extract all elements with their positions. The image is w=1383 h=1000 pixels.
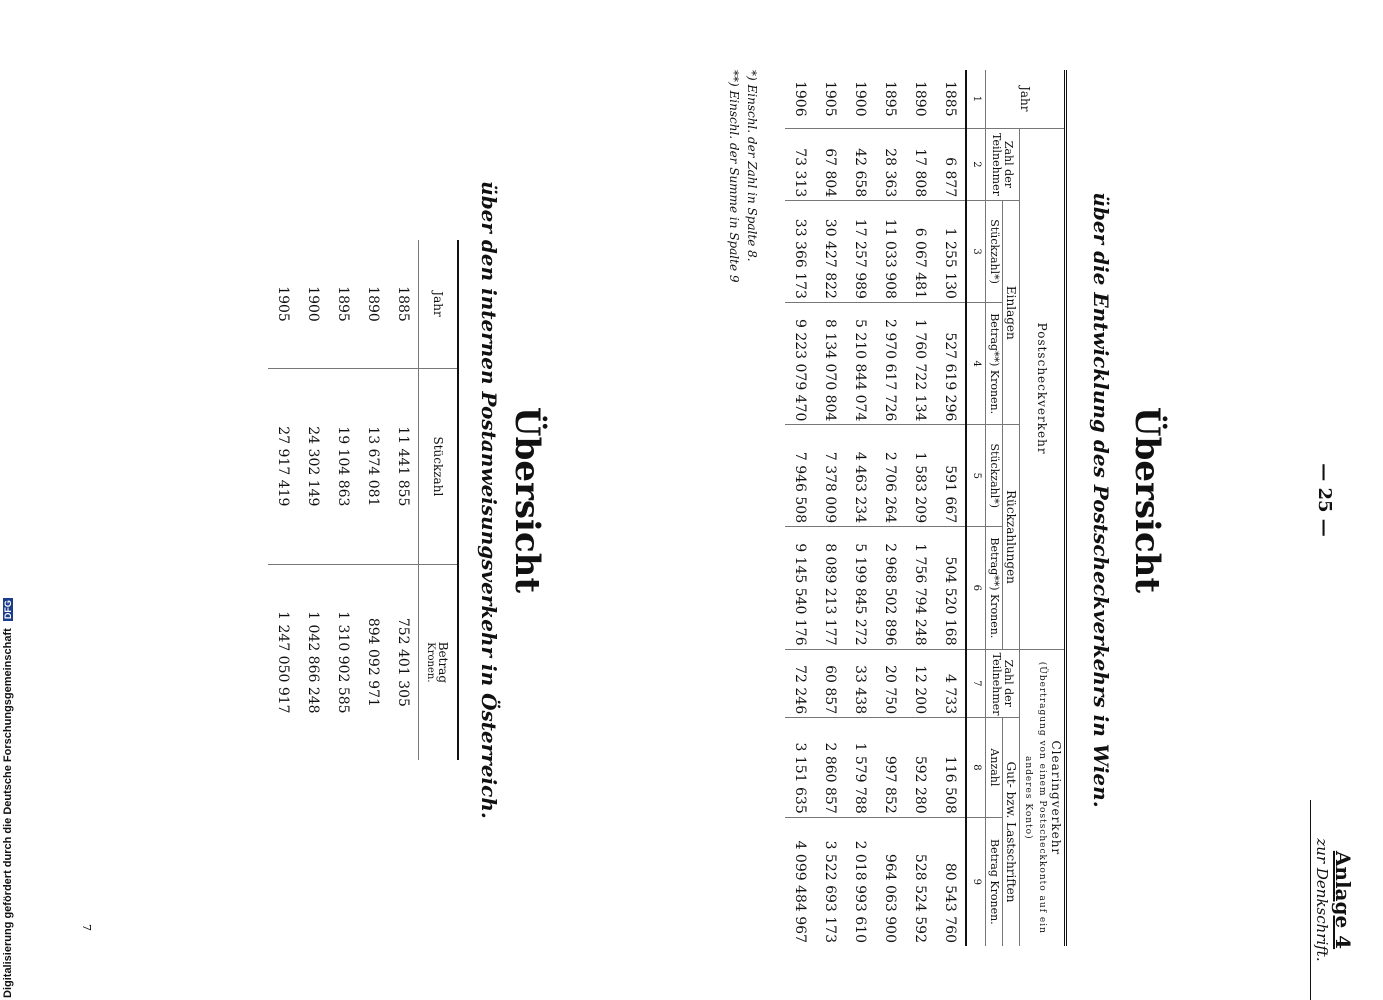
value-cell: 591 667	[935, 425, 966, 527]
value-cell: 80 543 760	[935, 817, 966, 946]
value-cell: 528 524 592	[905, 817, 935, 946]
postanweisung-table	[268, 240, 459, 760]
value-cell: 2 018 993 610	[845, 817, 875, 946]
header-teilnehmer-2: Zahl der Teilnehmer	[986, 649, 1020, 717]
value-cell: 997 852	[875, 718, 905, 818]
value-cell: 9 223 079 470	[785, 302, 815, 424]
table1-title: Übersicht	[1127, 406, 1167, 594]
value-cell: 3 522 693 173	[815, 817, 845, 946]
year-cell: 1900	[845, 70, 875, 128]
table-row	[268, 240, 298, 760]
value-cell: 7 946 508	[785, 425, 815, 527]
table-row	[815, 70, 845, 946]
value-cell: 1 583 209	[905, 425, 935, 527]
header-rueckzahlungen: Rückzahlungen	[1003, 425, 1020, 649]
table-row	[785, 70, 815, 946]
t2-header-betrag-label: Betrag	[436, 641, 451, 684]
header-einlagen: Einlagen	[1003, 201, 1020, 425]
value-cell: 12 200	[905, 649, 935, 717]
anlage-label	[1310, 800, 1355, 1000]
value-cell: 7 378 009	[815, 425, 845, 527]
header-gutschriften: Gut- bzw. Lastschriften	[1003, 718, 1020, 946]
postscheck-table	[785, 70, 1067, 946]
value-cell: 1 310 902 585	[335, 611, 351, 714]
value-cell: 8 089 213 177	[815, 527, 845, 650]
year-cell: 1885	[388, 240, 419, 369]
table-row	[845, 70, 875, 946]
postanweisung-table-body	[268, 240, 419, 760]
header-stueckzahl-einlagen: Stückzahl*)	[986, 201, 1003, 303]
table-row	[388, 240, 419, 760]
table-row	[358, 240, 388, 760]
footnote-2: **) Einschl. der Summe in Spalte 9	[727, 70, 741, 283]
value-cell: 11 033 908	[875, 201, 905, 303]
t2-header-kronen: Kronen.	[425, 642, 437, 683]
value-cell: 11 441 855	[388, 369, 419, 565]
table-row	[328, 240, 358, 760]
value-cell: 894 092 971	[365, 617, 381, 707]
year-cell: 1900	[298, 240, 328, 369]
dfg-logo-icon: DFG	[3, 600, 13, 620]
value-cell: 24 302 149	[298, 369, 328, 565]
header-betrag-gut: Betrag Kronen.	[986, 817, 1003, 946]
t2-header-jahr: Jahr	[419, 240, 459, 369]
t2-header-betrag	[419, 564, 459, 760]
year-cell: 1885	[935, 70, 966, 128]
stray-mark: 7	[80, 924, 93, 931]
value-cell: 5 199 845 272	[845, 527, 875, 650]
header-betrag-einlagen: Betrag**) Kronen.	[986, 302, 1003, 424]
column-number: 2	[966, 128, 986, 201]
value-cell: 527 619 296	[935, 302, 966, 424]
value-cell: 4 463 234	[845, 425, 875, 527]
value-cell: 73 313	[785, 128, 815, 201]
value-cell: 67 804	[815, 128, 845, 201]
dfg-footer-text: Digitalisierung gefördert durch die Deutsche Forschungsgemeinschaft	[2, 628, 14, 998]
column-number: 3	[966, 201, 986, 303]
value-cell: 17 257 989	[845, 201, 875, 303]
value-cell: 28 363	[875, 128, 905, 201]
value-cell: 1 756 794 248	[905, 527, 935, 650]
value-cell: 60 857	[815, 649, 845, 717]
t2-header-stueckzahl: Stückzahl	[419, 369, 459, 565]
column-number: 8	[966, 718, 986, 818]
header-anzahl: Anzahl	[986, 718, 1003, 818]
header-teilnehmer-1: Zahl der Teilnehmer	[986, 128, 1020, 201]
value-cell: 27 917 419	[268, 369, 298, 565]
value-cell: 8 134 070 804	[815, 302, 845, 424]
header-postscheck: Postscheckverkehr	[1020, 128, 1066, 649]
value-cell: 592 280	[905, 718, 935, 818]
value-cell: 2 706 264	[875, 425, 905, 527]
value-cell: 2 970 617 726	[875, 302, 905, 424]
value-cell: 13 674 081	[358, 369, 388, 565]
value-cell: 1 042 866 248	[305, 611, 321, 714]
header-betrag-rueck: Betrag**) Kronen.	[986, 527, 1003, 650]
value-cell: 1 579 788	[845, 718, 875, 818]
column-number: 6	[966, 527, 986, 650]
value-cell: 1 255 130	[935, 201, 966, 303]
value-cell: 1 247 050 917	[275, 611, 291, 714]
value-cell: 3 151 635	[785, 718, 815, 818]
value-cell: 6 877	[935, 128, 966, 201]
table-row	[875, 70, 905, 946]
year-cell: 1906	[785, 70, 815, 128]
year-cell: 1905	[815, 70, 845, 128]
table2-subtitle: über den internen Postanweisungsverkehr in Österreich.	[477, 181, 501, 819]
year-cell: 1890	[358, 240, 388, 369]
table-row	[935, 70, 966, 946]
postscheck-table-body	[785, 70, 966, 946]
header-jahr: Jahr	[986, 70, 1066, 128]
value-cell: 5 210 844 074	[845, 302, 875, 424]
footnote-1: *) Einschl. der Zahl in Spalte 8.	[745, 70, 759, 262]
table-row	[298, 240, 328, 760]
value-cell: 9 145 540 176	[785, 527, 815, 650]
value-cell: 6 067 481	[905, 201, 935, 303]
value-cell: 72 246	[785, 649, 815, 717]
table1-subtitle: über die Entwicklung des Postscheckverkehrs in Wien.	[1089, 192, 1113, 808]
anlage-title: Anlage 4	[1331, 850, 1355, 950]
value-cell: 116 508	[935, 718, 966, 818]
value-cell: 30 427 822	[815, 201, 845, 303]
value-cell: 752 401 305	[395, 617, 411, 707]
value-cell: 4 733	[935, 649, 966, 717]
value-cell: 2 968 502 896	[875, 527, 905, 650]
page-number: — 25 —	[1314, 463, 1335, 537]
column-number: 5	[966, 425, 986, 527]
table2-title: Übersicht	[507, 406, 547, 594]
year-cell: 1905	[268, 240, 298, 369]
value-cell: 504 520 168	[935, 527, 966, 650]
value-cell: 20 750	[875, 649, 905, 717]
column-number: 7	[966, 649, 986, 717]
value-cell: 33 366 173	[785, 201, 815, 303]
column-number: 9	[966, 817, 986, 946]
table-row	[905, 70, 935, 946]
value-cell: 42 658	[845, 128, 875, 201]
value-cell: 2 860 857	[815, 718, 845, 818]
value-cell: 17 808	[905, 128, 935, 201]
value-cell: 964 063 900	[875, 817, 905, 946]
header-clearing-title: Clearingverkehr	[1049, 740, 1063, 856]
header-clearing-note: (Übertragung von einem Postscheckkonto auf ein anderes Konto)	[1023, 661, 1047, 934]
value-cell: 33 438	[845, 649, 875, 717]
column-number: 1	[966, 70, 986, 128]
value-cell: 19 104 863	[328, 369, 358, 565]
anlage-subtitle: zur Denkschrift.	[1310, 800, 1331, 1000]
header-stueckzahl-rueck: Stückzahl*)	[986, 425, 1003, 527]
year-cell: 1895	[875, 70, 905, 128]
year-cell: 1895	[328, 240, 358, 369]
year-cell: 1890	[905, 70, 935, 128]
value-cell: 4 099 484 967	[785, 817, 815, 946]
value-cell: 1 760 722 134	[905, 302, 935, 424]
header-clearing	[1020, 649, 1066, 946]
column-number: 4	[966, 302, 986, 424]
